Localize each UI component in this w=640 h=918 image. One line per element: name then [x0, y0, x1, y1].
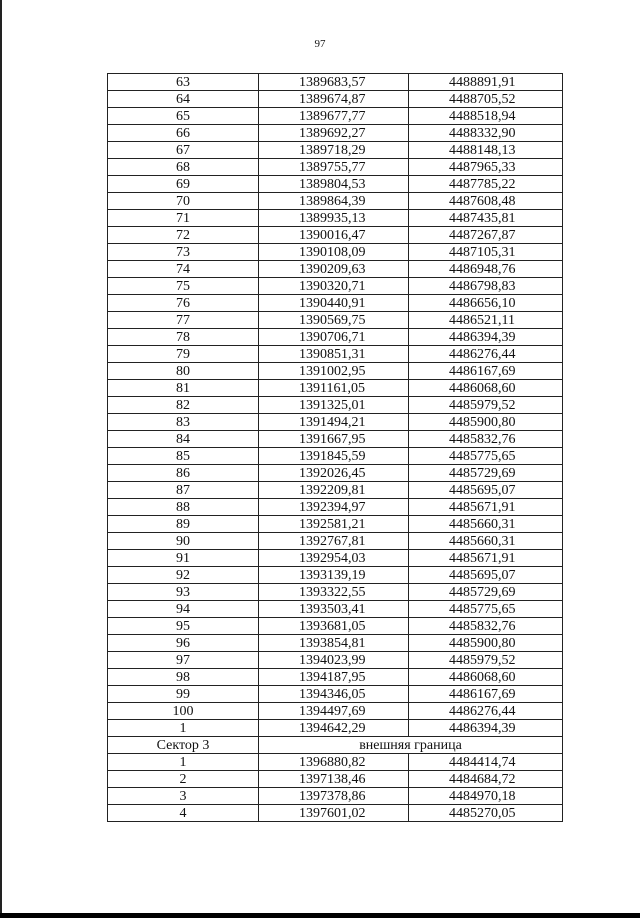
point-number-cell: 92 [108, 567, 259, 584]
table-row [108, 720, 563, 737]
y-coordinate-cell: 4487105,31 [409, 244, 563, 261]
point-number-cell: 4 [108, 805, 259, 822]
point-number-cell: 76 [108, 295, 259, 312]
x-coordinate-cell: 1394497,69 [259, 703, 409, 720]
x-coordinate-cell: 1391161,05 [259, 380, 409, 397]
y-coordinate-cell: 4486167,69 [409, 686, 563, 703]
x-coordinate-cell: 1389718,29 [259, 142, 409, 159]
table-row [108, 380, 563, 397]
y-coordinate-cell: 4485900,80 [409, 414, 563, 431]
y-coordinate-cell: 4486798,83 [409, 278, 563, 295]
boundary-label: внешняя граница [259, 737, 563, 754]
point-number-cell: 2 [108, 771, 259, 788]
table-row [108, 754, 563, 771]
point-number-cell: 87 [108, 482, 259, 499]
y-coordinate-cell: 4485695,07 [409, 482, 563, 499]
table-row [108, 567, 563, 584]
coordinates-table [107, 73, 563, 822]
x-coordinate-cell: 1391002,95 [259, 363, 409, 380]
x-coordinate-cell: 1393139,19 [259, 567, 409, 584]
sector-label: Сектор 3 [108, 737, 259, 754]
x-coordinate-cell: 1390569,75 [259, 312, 409, 329]
table-row [108, 499, 563, 516]
y-coordinate-cell: 4485270,05 [409, 805, 563, 822]
table-row [108, 193, 563, 210]
y-coordinate-cell: 4485660,31 [409, 533, 563, 550]
x-coordinate-cell: 1392767,81 [259, 533, 409, 550]
y-coordinate-cell: 4485979,52 [409, 652, 563, 669]
y-coordinate-cell: 4488332,90 [409, 125, 563, 142]
table-row [108, 261, 563, 278]
x-coordinate-cell: 1393681,05 [259, 618, 409, 635]
x-coordinate-cell: 1389935,13 [259, 210, 409, 227]
y-coordinate-cell: 4486656,10 [409, 295, 563, 312]
table-row [108, 482, 563, 499]
x-coordinate-cell: 1397138,46 [259, 771, 409, 788]
point-number-cell: 80 [108, 363, 259, 380]
table-row [108, 635, 563, 652]
y-coordinate-cell: 4485775,65 [409, 601, 563, 618]
y-coordinate-cell: 4488891,91 [409, 74, 563, 91]
y-coordinate-cell: 4484414,74 [409, 754, 563, 771]
x-coordinate-cell: 1390016,47 [259, 227, 409, 244]
y-coordinate-cell: 4485695,07 [409, 567, 563, 584]
table-row [108, 669, 563, 686]
x-coordinate-cell: 1391494,21 [259, 414, 409, 431]
table-row [108, 448, 563, 465]
table-row [108, 618, 563, 635]
point-number-cell: 81 [108, 380, 259, 397]
point-number-cell: 97 [108, 652, 259, 669]
x-coordinate-cell: 1389864,39 [259, 193, 409, 210]
point-number-cell: 1 [108, 720, 259, 737]
point-number-cell: 91 [108, 550, 259, 567]
x-coordinate-cell: 1389692,27 [259, 125, 409, 142]
x-coordinate-cell: 1397378,86 [259, 788, 409, 805]
x-coordinate-cell: 1389677,77 [259, 108, 409, 125]
table-row [108, 346, 563, 363]
y-coordinate-cell: 4488148,13 [409, 142, 563, 159]
y-coordinate-cell: 4487965,33 [409, 159, 563, 176]
table-row [108, 142, 563, 159]
point-number-cell: 88 [108, 499, 259, 516]
point-number-cell: 86 [108, 465, 259, 482]
y-coordinate-cell: 4486394,39 [409, 720, 563, 737]
y-coordinate-cell: 4488518,94 [409, 108, 563, 125]
y-coordinate-cell: 4485979,52 [409, 397, 563, 414]
table-row [108, 805, 563, 822]
table-row [108, 244, 563, 261]
y-coordinate-cell: 4487608,48 [409, 193, 563, 210]
point-number-cell: 85 [108, 448, 259, 465]
table-row [108, 125, 563, 142]
y-coordinate-cell: 4484970,18 [409, 788, 563, 805]
x-coordinate-cell: 1394023,99 [259, 652, 409, 669]
point-number-cell: 69 [108, 176, 259, 193]
x-coordinate-cell: 1393322,55 [259, 584, 409, 601]
coordinates-table-body [108, 74, 563, 822]
scan-left-edge [0, 0, 2, 918]
table-row [108, 414, 563, 431]
table-row [108, 465, 563, 482]
y-coordinate-cell: 4487785,22 [409, 176, 563, 193]
y-coordinate-cell: 4485671,91 [409, 499, 563, 516]
x-coordinate-cell: 1392954,03 [259, 550, 409, 567]
table-row [108, 601, 563, 618]
table-row [108, 652, 563, 669]
x-coordinate-cell: 1393503,41 [259, 601, 409, 618]
x-coordinate-cell: 1390851,31 [259, 346, 409, 363]
y-coordinate-cell: 4486276,44 [409, 703, 563, 720]
point-number-cell: 83 [108, 414, 259, 431]
point-number-cell: 75 [108, 278, 259, 295]
table-row [108, 788, 563, 805]
table-row [108, 431, 563, 448]
table-row [108, 771, 563, 788]
point-number-cell: 89 [108, 516, 259, 533]
point-number-cell: 84 [108, 431, 259, 448]
x-coordinate-cell: 1389804,53 [259, 176, 409, 193]
point-number-cell: 66 [108, 125, 259, 142]
table-row [108, 703, 563, 720]
point-number-cell: 3 [108, 788, 259, 805]
table-row [108, 686, 563, 703]
point-number-cell: 79 [108, 346, 259, 363]
y-coordinate-cell: 4486276,44 [409, 346, 563, 363]
point-number-cell: 77 [108, 312, 259, 329]
point-number-cell: 1 [108, 754, 259, 771]
table-row [108, 363, 563, 380]
y-coordinate-cell: 4487267,87 [409, 227, 563, 244]
x-coordinate-cell: 1391667,95 [259, 431, 409, 448]
y-coordinate-cell: 4486521,11 [409, 312, 563, 329]
point-number-cell: 67 [108, 142, 259, 159]
point-number-cell: 72 [108, 227, 259, 244]
y-coordinate-cell: 4485832,76 [409, 431, 563, 448]
x-coordinate-cell: 1396880,82 [259, 754, 409, 771]
x-coordinate-cell: 1394187,95 [259, 669, 409, 686]
table-row [108, 227, 563, 244]
x-coordinate-cell: 1393854,81 [259, 635, 409, 652]
point-number-cell: 95 [108, 618, 259, 635]
point-number-cell: 74 [108, 261, 259, 278]
point-number-cell: 98 [108, 669, 259, 686]
x-coordinate-cell: 1394642,29 [259, 720, 409, 737]
y-coordinate-cell: 4485729,69 [409, 584, 563, 601]
point-number-cell: 99 [108, 686, 259, 703]
table-row [108, 108, 563, 125]
x-coordinate-cell: 1392581,21 [259, 516, 409, 533]
table-row [108, 312, 563, 329]
point-number-cell: 78 [108, 329, 259, 346]
table-row [108, 210, 563, 227]
x-coordinate-cell: 1392026,45 [259, 465, 409, 482]
x-coordinate-cell: 1394346,05 [259, 686, 409, 703]
y-coordinate-cell: 4485660,31 [409, 516, 563, 533]
table-row [108, 584, 563, 601]
x-coordinate-cell: 1390440,91 [259, 295, 409, 312]
y-coordinate-cell: 4485671,91 [409, 550, 563, 567]
table-row [108, 176, 563, 193]
point-number-cell: 70 [108, 193, 259, 210]
y-coordinate-cell: 4484684,72 [409, 771, 563, 788]
table-row [108, 278, 563, 295]
point-number-cell: 82 [108, 397, 259, 414]
x-coordinate-cell: 1389755,77 [259, 159, 409, 176]
point-number-cell: 65 [108, 108, 259, 125]
x-coordinate-cell: 1390320,71 [259, 278, 409, 295]
x-coordinate-cell: 1389674,87 [259, 91, 409, 108]
point-number-cell: 100 [108, 703, 259, 720]
x-coordinate-cell: 1392209,81 [259, 482, 409, 499]
scan-bottom-edge [0, 913, 640, 918]
table-row [108, 550, 563, 567]
page-number: 97 [314, 38, 326, 50]
y-coordinate-cell: 4487435,81 [409, 210, 563, 227]
point-number-cell: 63 [108, 74, 259, 91]
y-coordinate-cell: 4486394,39 [409, 329, 563, 346]
point-number-cell: 94 [108, 601, 259, 618]
x-coordinate-cell: 1390209,63 [259, 261, 409, 278]
point-number-cell: 93 [108, 584, 259, 601]
point-number-cell: 73 [108, 244, 259, 261]
table-row [108, 533, 563, 550]
table-row [108, 397, 563, 414]
x-coordinate-cell: 1390706,71 [259, 329, 409, 346]
y-coordinate-cell: 4486068,60 [409, 669, 563, 686]
x-coordinate-cell: 1397601,02 [259, 805, 409, 822]
x-coordinate-cell: 1390108,09 [259, 244, 409, 261]
point-number-cell: 90 [108, 533, 259, 550]
sector-header-row [108, 737, 563, 754]
y-coordinate-cell: 4485775,65 [409, 448, 563, 465]
y-coordinate-cell: 4485900,80 [409, 635, 563, 652]
point-number-cell: 96 [108, 635, 259, 652]
x-coordinate-cell: 1392394,97 [259, 499, 409, 516]
y-coordinate-cell: 4485832,76 [409, 618, 563, 635]
y-coordinate-cell: 4486167,69 [409, 363, 563, 380]
table-row [108, 159, 563, 176]
table-row [108, 295, 563, 312]
x-coordinate-cell: 1389683,57 [259, 74, 409, 91]
table-row [108, 329, 563, 346]
x-coordinate-cell: 1391325,01 [259, 397, 409, 414]
point-number-cell: 64 [108, 91, 259, 108]
point-number-cell: 71 [108, 210, 259, 227]
table-row [108, 516, 563, 533]
point-number-cell: 68 [108, 159, 259, 176]
x-coordinate-cell: 1391845,59 [259, 448, 409, 465]
table-row [108, 74, 563, 91]
y-coordinate-cell: 4486948,76 [409, 261, 563, 278]
y-coordinate-cell: 4485729,69 [409, 465, 563, 482]
table-row [108, 91, 563, 108]
y-coordinate-cell: 4488705,52 [409, 91, 563, 108]
y-coordinate-cell: 4486068,60 [409, 380, 563, 397]
